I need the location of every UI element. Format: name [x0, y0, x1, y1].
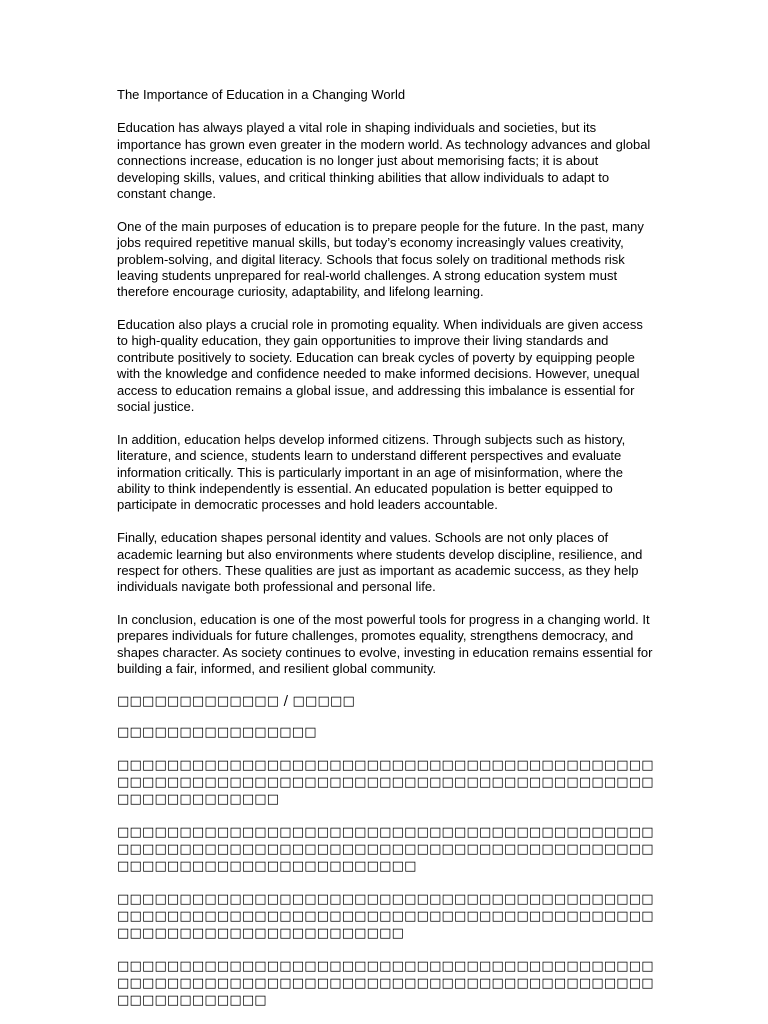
unrendered-subheading: □□□□□□□□□□□□□□□□	[117, 725, 317, 741]
unrendered-paragraph: □□□□□□□□□□□□□□□□□□□□□□□□□□□□□□□□□□□□□□□□□□□□□□□□□□□□□□□□□□□□□□□□□□□□□□□□□□□□□□□□□□□□□□□□□□□□□□□□□□	[117, 958, 654, 1008]
unrendered-paragraph: □□□□□□□□□□□□□□□□□□□□□□□□□□□□□□□□□□□□□□□□□□□□□□□□□□□□□□□□□□□□□□□□□□□□□□□□□□□□□□□□□□□□□□□□□□□□□□□□□□□□□□□□□□□□□	[117, 891, 654, 941]
paragraph: One of the main purposes of education is to prepare people for the future. In the past, many jobs required repetitive manual skills, but today’s economy increasingly values creativity, problem-solving, and digital literacy. Schools that focus solely on traditional methods risk leaving students unprepared for real-world challenges. A strong education system must therefore encourage curiosity, adaptability, and lifelong learning.	[117, 218, 644, 300]
paragraph: Education has always played a vital role in shaping individuals and societies, but its importance has grown even greater in the modern world. As technology advances and global connections increase, education is no longer just about memorising facts; it is about developing skills, values, and critical thinking abilities that allow individuals to adapt to constant change.	[117, 120, 651, 202]
document-title: The Importance of Education in a Changing World	[117, 87, 406, 102]
paragraph: Education also plays a crucial role in promoting equality. When individuals are given access to high-quality education, they gain opportunities to improve their living standards and contribute positively to society. Education can break cycles of poverty by equipping people with the knowledge and confidence needed to make informed decisions. However, unequal access to education remains a global issue, and addressing this imbalance is essential for social justice.	[117, 317, 643, 415]
paragraph: In addition, education helps develop informed citizens. Through subjects such as history, literature, and science, students learn to understand different perspectives and evaluate information critically. This is particularly important in an age of misinformation, where the ability to think independently is essential. An educated population is better equipped to participate in democratic processes and hold leaders accountable.	[117, 431, 626, 513]
paragraph: Finally, education shapes personal identity and values. Schools are not only places of academic learning but also environments where students develop discipline, resilience, and respect for others. These qualities are just as important as academic success, as they help individuals navigate both professional and personal life.	[117, 530, 643, 595]
paragraph: In conclusion, education is one of the most powerful tools for progress in a changing world. It prepares individuals for future challenges, promotes equality, strengthens democracy, and shapes character. As society continues to evolve, investing in education remains essential for building a fair, informed, and resilient global community.	[117, 612, 653, 677]
unrendered-paragraph: □□□□□□□□□□□□□□□□□□□□□□□□□□□□□□□□□□□□□□□□□□□□□□□□□□□□□□□□□□□□□□□□□□□□□□□□□□□□□□□□□□□□□□□□□□□□□□□□□□□□□□□□□□□□□□	[117, 824, 654, 874]
unrendered-paragraph: □□□□□□□□□□□□□□□□□□□□□□□□□□□□□□□□□□□□□□□□□□□□□□□□□□□□□□□□□□□□□□□□□□□□□□□□□□□□□□□□□□□□□□□□□□□□□□□□□□□	[117, 757, 654, 807]
unrendered-heading: □□□□□□□□□□□□□ / □□□□□	[117, 693, 355, 709]
